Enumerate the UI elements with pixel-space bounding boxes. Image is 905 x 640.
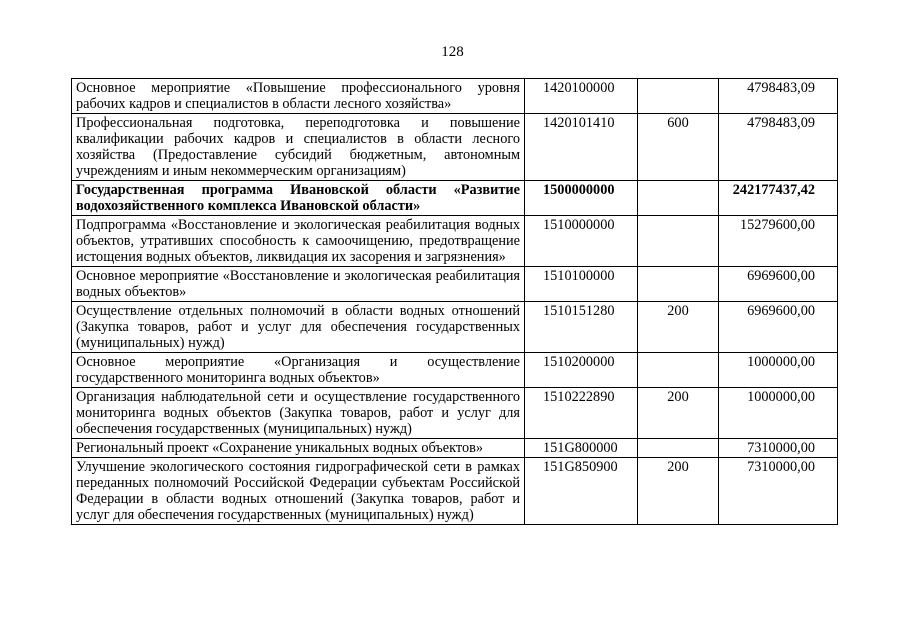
row-code-cell: 1510000000 — [525, 216, 638, 267]
table-row — [72, 388, 838, 439]
row-amount-cell: 6969600,00 — [719, 267, 838, 302]
row-name-cell: Основное мероприятие «Повышение профессионального уровня рабочих кадров и специалистов в области лесного хозяйства» — [72, 79, 525, 114]
row-amount-cell: 1000000,00 — [719, 353, 838, 388]
table-row — [72, 302, 838, 353]
row-type-cell: 200 — [638, 388, 719, 439]
row-name-cell: Государственная программа Ивановской области «Развитие водохозяйственного комплекса Ивановской области» — [72, 181, 525, 216]
row-name-cell: Региональный проект «Сохранение уникальных водных объектов» — [72, 439, 525, 458]
row-code-cell: 1420100000 — [525, 79, 638, 114]
table-row — [72, 181, 838, 216]
row-code-cell: 1510200000 — [525, 353, 638, 388]
row-type-cell — [638, 353, 719, 388]
row-code-cell: 1510222890 — [525, 388, 638, 439]
table-row — [72, 79, 838, 114]
row-name-cell: Подпрограмма «Восстановление и экологическая реабилитация водных объектов, утративших способность к самоочищению, предотвращение истощения водных объектов, ликвидация их засорения и загрязнения» — [72, 216, 525, 267]
table-row — [72, 458, 838, 525]
row-amount-cell: 4798483,09 — [719, 79, 838, 114]
row-amount-cell: 242177437,42 — [719, 181, 838, 216]
row-code-cell: 1420101410 — [525, 114, 638, 181]
row-name-cell: Осуществление отдельных полномочий в области водных отношений (Закупка товаров, работ и услуг для обеспечения государственных (муниципальных) нужд) — [72, 302, 525, 353]
table-row — [72, 114, 838, 181]
row-code-cell: 1510151280 — [525, 302, 638, 353]
row-type-cell — [638, 181, 719, 216]
row-type-cell — [638, 439, 719, 458]
row-amount-cell: 7310000,00 — [719, 439, 838, 458]
page-number: 128 — [441, 44, 464, 60]
row-code-cell: 1510100000 — [525, 267, 638, 302]
table-row — [72, 439, 838, 458]
row-code-cell: 1500000000 — [525, 181, 638, 216]
table-row — [72, 267, 838, 302]
table-row — [72, 353, 838, 388]
row-type-cell — [638, 216, 719, 267]
row-type-cell: 200 — [638, 458, 719, 525]
row-name-cell: Основное мероприятие «Восстановление и экологическая реабилитация водных объектов» — [72, 267, 525, 302]
row-type-cell: 600 — [638, 114, 719, 181]
row-amount-cell: 7310000,00 — [719, 458, 838, 525]
row-amount-cell: 1000000,00 — [719, 388, 838, 439]
row-name-cell: Профессиональная подготовка, переподготовка и повышение квалификации рабочих кадров и специалистов в области лесного хозяйства (Предоставление субсидий бюджетным, автономным учреждениям и иным некоммерческим организациям) — [72, 114, 525, 181]
row-code-cell: 151G850900 — [525, 458, 638, 525]
budget-table — [71, 78, 838, 525]
row-name-cell: Основное мероприятие «Организация и осуществление государственного мониторинга водных объектов» — [72, 353, 525, 388]
row-amount-cell: 15279600,00 — [719, 216, 838, 267]
row-name-cell: Улучшение экологического состояния гидрографической сети в рамках переданных полномочий Российской Федерации субъектам Российской Федерации в области водных отношений (Закупка товаров, работ и услуг для обеспечения государственных (муниципальных) нужд) — [72, 458, 525, 525]
row-amount-cell: 4798483,09 — [719, 114, 838, 181]
row-amount-cell: 6969600,00 — [719, 302, 838, 353]
row-code-cell: 151G800000 — [525, 439, 638, 458]
table-row — [72, 216, 838, 267]
row-type-cell — [638, 79, 719, 114]
budget-table-body — [72, 79, 838, 525]
row-type-cell: 200 — [638, 302, 719, 353]
row-name-cell: Организация наблюдательной сети и осуществление государственного мониторинга водных объектов (Закупка товаров, работ и услуг для обеспечения государственных (муниципальных) нужд) — [72, 388, 525, 439]
row-type-cell — [638, 267, 719, 302]
